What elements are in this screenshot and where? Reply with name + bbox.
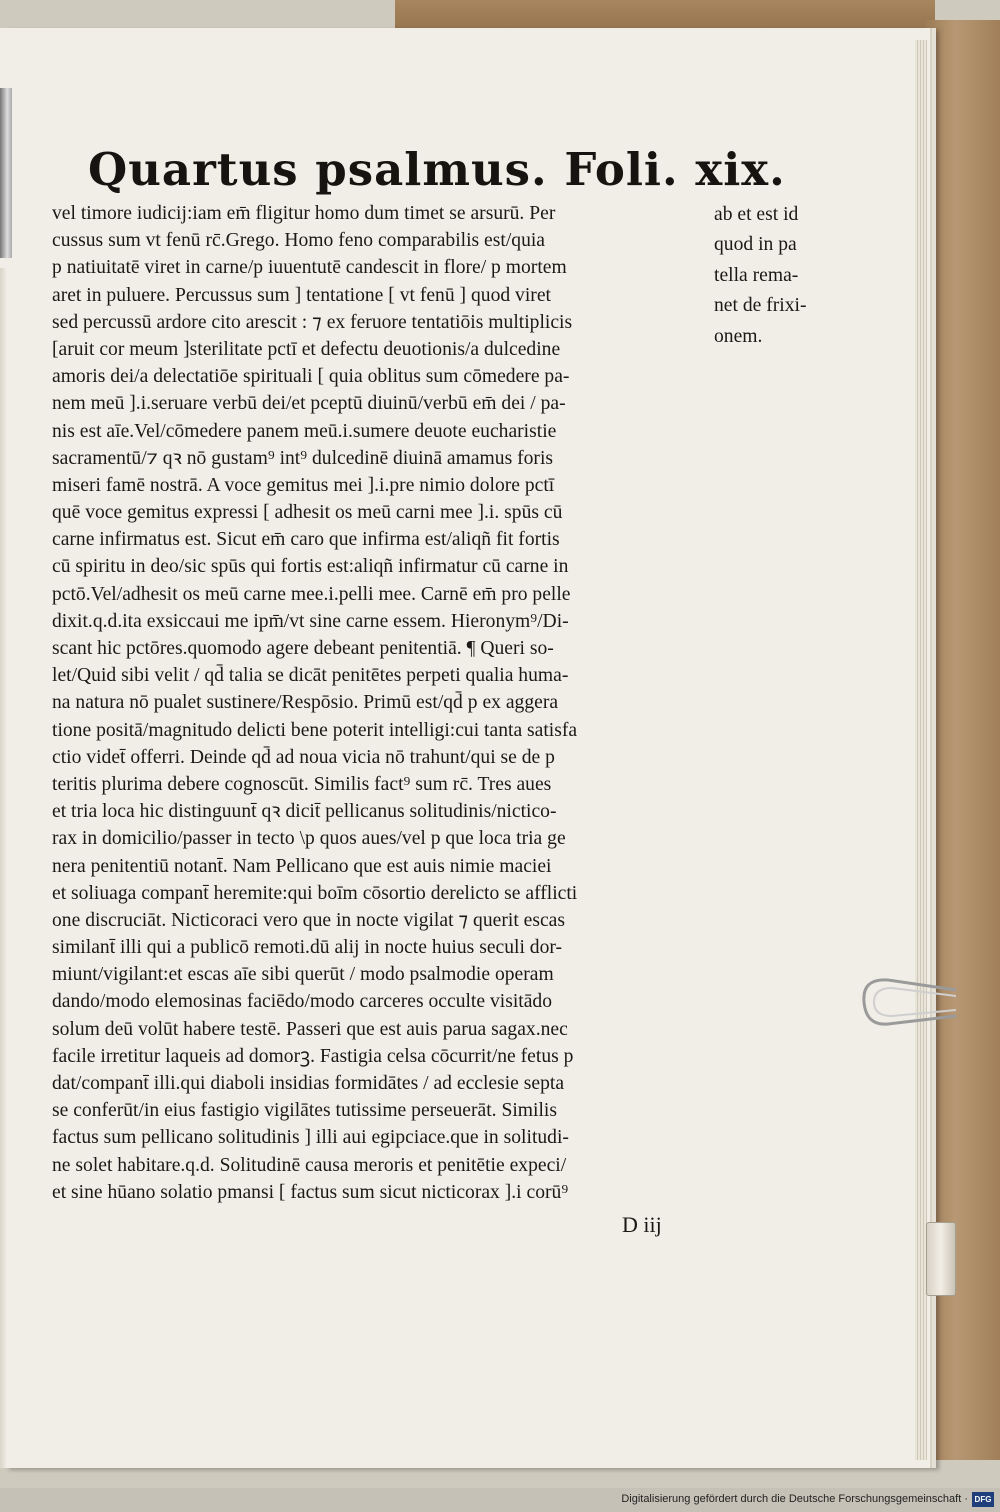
text-line: rax in domicilio/passer in tecto \p quos aues/vel p que loca tria ge [52, 828, 566, 850]
text-line: dando/modo elemosinas faciēdo/modo carceres occulte visitādo [52, 991, 553, 1013]
signature-mark: D iij [622, 1212, 662, 1237]
text-line: nem meū ].i.seruare verbū dei/et pceptū diuinū/verbū em̄ dei / pa- [52, 393, 566, 415]
binding-gutter [0, 268, 6, 1468]
text-line: ctio videt̄ offerri. Deinde qd̄ ad noua vicia nō trahunt/qui se de p [52, 746, 555, 768]
previous-leaf-edge [0, 88, 12, 258]
text-line: aret in puluere. Percussus sum ] tentatione [ vt fenū ] quod viret [52, 284, 551, 306]
text-line: factus sum pellicano solitudinis ] illi aui egipciace.que in solitudi- [52, 1127, 569, 1149]
page-clip-icon [858, 972, 958, 1032]
text-line: let/Quid sibi velit / qd̄ talia se dicāt penitētes perpeti qualia huma- [52, 665, 569, 687]
marginal-line: ab et est id [714, 204, 799, 225]
text-line: [aruit cor meum ]sterilitate pctī et defectu deuotionis/a dulcedine [52, 338, 561, 360]
text-line: vel timore iudicij:iam em̄ fligitur homo dum timet se arsurū. Per [52, 203, 556, 224]
footer-bar [0, 1488, 1000, 1512]
text-line: solum deū volūt habere testē. Passeri que est auis parua sagax.nec [52, 1018, 568, 1040]
text-line: tione positā/magnitudo delicti bene poterit intelligi:cui tanta satisfa [52, 719, 578, 741]
marginal-line: tella rema- [714, 264, 799, 286]
text-line: et tria loca hic distinguunt̄ qꝛ dicit̄ pellicanus solitudinis/nictico- [52, 801, 557, 823]
text-line: se conferūt/in eius fastigio vigilātes tutissime perseuerāt. Similis [52, 1100, 557, 1122]
text-line: dat/compant̄ illi.qui diaboli insidias formidātes / ad ecclesie septa [52, 1073, 565, 1094]
marginal-gloss [714, 200, 834, 352]
text-line: et sine hūano solatio pmansi [ factus sum sicut nicticorax ].i corū⁹ [52, 1181, 569, 1203]
footer-credit: Digitalisierung gefördert durch die Deutsche Forschungsgemeinschaft · [621, 1493, 968, 1505]
text-line: et soliuaga compant̄ heremite:qui boīm cōsortio derelicto se afflicti [52, 882, 578, 904]
text-line: teritis plurima debere cognoscūt. Similis fact⁹ sum rc̄. Tres aues [52, 773, 552, 795]
bookmark-tab [926, 1222, 956, 1296]
text-line: miseri famē nostrā. A voce gemitus mei ].i.pre nimio dolore pctī [52, 474, 555, 496]
book-page [0, 28, 930, 1468]
text-line: amoris dei/a delectatiōe spirituali [ quia oblitus sum cōmedere pa- [52, 366, 570, 388]
text-line: facile irretitur laqueis ad domorꝫ. Fastigia celsa cōcurrit/ne fetus p [52, 1045, 574, 1067]
text-line: p natiuitatē viret in carne/p iuuentutē candescit in flore/ p mortem [52, 257, 567, 279]
text-line: scant hic pctōres.quomodo agere debeant penitentiā. ¶ Queri so- [52, 638, 554, 659]
text-line: cussus sum vt fenū rc̄.Grego. Homo feno comparabilis est/quia [52, 230, 546, 252]
text-line: cū spiritu in deo/sic spūs qui fortis est:aliqñ infirmatur cū carne in [52, 556, 569, 578]
text-line: one discruciāt. Nicticoraci vero que in nocte vigilat ⁊ querit escas [52, 909, 565, 931]
marginal-line: onem. [714, 325, 763, 347]
marginal-line: quod in pa [714, 234, 797, 256]
text-line: na natura nō pualet sustinere/Respōsio. Primū est/qd̄ p ex aggera [52, 692, 559, 714]
running-header: Quartus psalmus. Foli. xix. [88, 143, 786, 196]
text-line: nera penitentiū notant̄. Nam Pellicano que est auis nimie maciei [52, 855, 552, 877]
text-line: sed percussū ardore cito arescit : ⁊ ex feruore tentatiōis multiplicis [52, 311, 573, 333]
text-line: nis est aīe.Vel/cōmedere panem meū.i.sumere deuote eucharistie [52, 420, 557, 442]
marginal-line: net de frixi- [714, 295, 807, 317]
text-line: similant̄ illi qui a publicō remoti.dū alij in nocte huius seculi dor- [52, 937, 563, 959]
text-line: miunt/vigilant:et escas aīe sibi querūt / modo psalmodie operam [52, 964, 554, 986]
dfg-logo: DFG [972, 1492, 994, 1507]
text-line: carne infirmatus est. Sicut em̄ caro que infirma est/aliqñ fit fortis [52, 529, 560, 551]
text-line: ne solet habitare.q.d. Solitudinē causa meroris et penitētie expeci/ [52, 1154, 567, 1176]
text-line: sacramentū/⁊ qꝛ nō gustam⁹ int⁹ dulcedinē diuinā amamus foris [52, 447, 554, 469]
text-line: quē voce gemitus expressi [ adhesit os meū carni mee ].i. spūs cū [52, 502, 563, 524]
text-line: pctō.Vel/adhesit os meū carne mee.i.pelli mee. Carnē em̄ pro pelle [52, 583, 571, 605]
main-text-column [52, 200, 712, 1206]
text-line: dixit.q.d.ita exsiccaui me ipm̄/vt sine carne essem. Hieronym⁹/Di- [52, 610, 569, 632]
